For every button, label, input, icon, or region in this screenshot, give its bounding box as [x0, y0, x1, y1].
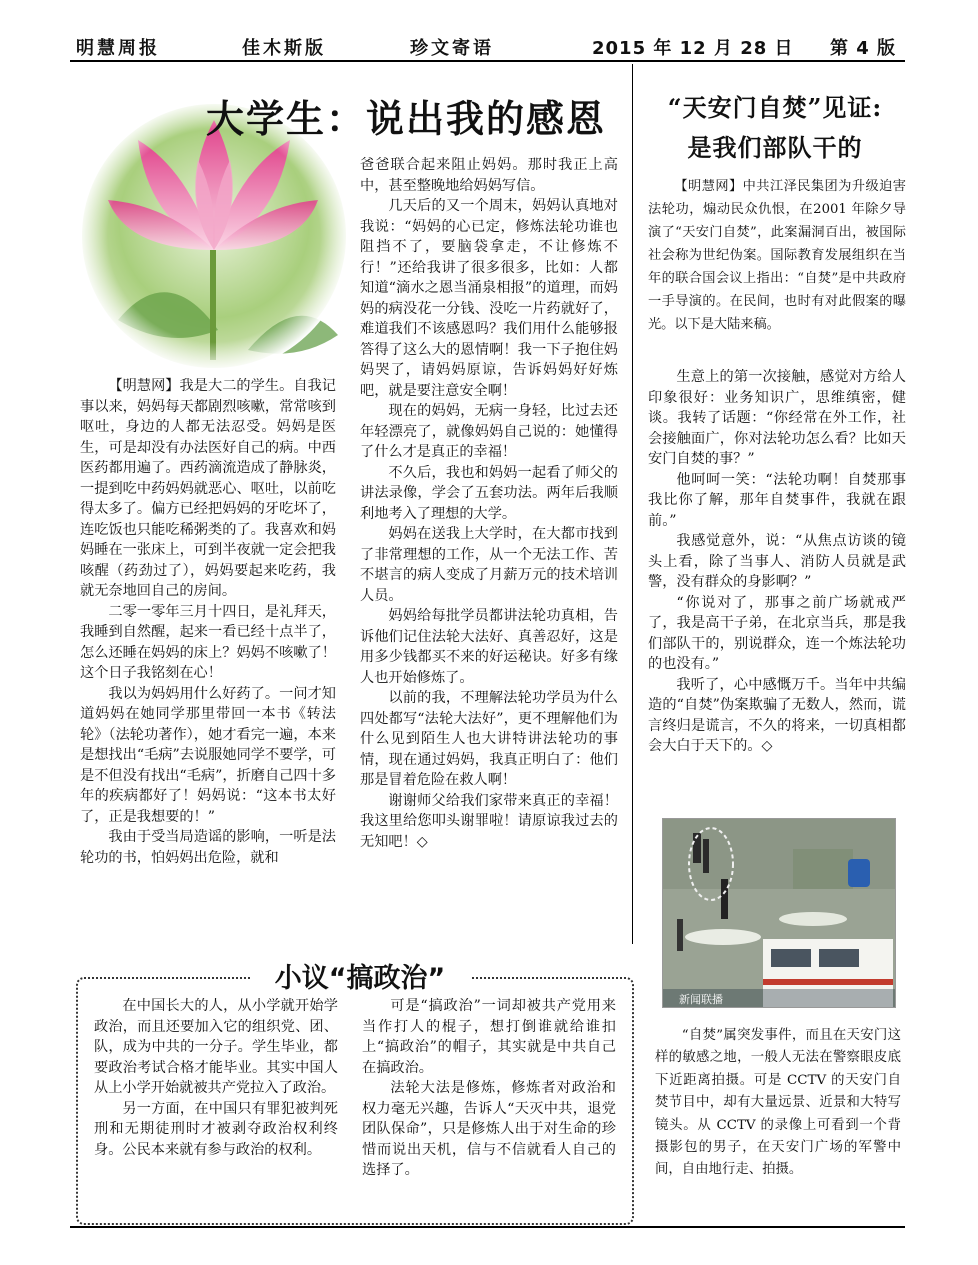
paragraph: 二零一零年三月十四日，是礼拜天，我睡到自然醒，起来一看已经十点半了，怎么还睡在妈妈的床上？妈妈不咳嗽了！这个日子我铭刻在心！: [80, 603, 336, 681]
paragraph: 妈妈给每批学员都讲法轮功真相，告诉他们记住法轮大法好、真善忍好，这是用多少钱都买不来的好运秘诀。好多有缘人也开始修炼了。: [360, 608, 618, 686]
paragraph: 生意上的第一次接触，感觉对方给人印象很好：业务知识广，思维缜密，健谈。我转了话题：“你经常在外工作，社会接触面广，你对法轮功怎么看？比如天安门自焚的事？”: [648, 369, 906, 467]
caption-text: “自焚”属突发事件，而且在天安门这样的敏感之地，一般人无法在警察眼皮底下近距离拍摄。可是 CCTV 的天安门自焚节目中，却有大量远景、近景和大特写镜头。从 CCTV 的录像上可看到一个背摄影包的男子，在天安门广场的军警中间，自由地行走、拍摄。: [655, 1028, 901, 1178]
main-article-column-2: [360, 155, 618, 852]
page-header: [70, 34, 905, 60]
paragraph: “你说对了，那事之前广场就戒严了，我是高干子弟，在北京当兵，那是我们部队干的，别说群众，连一个炼法轮功的也没有。”: [648, 594, 906, 672]
side-article-body: [648, 367, 906, 757]
box-article-left-column: [94, 996, 338, 1160]
box-article-title: 小议“搞政治”: [274, 963, 446, 994]
paragraph: 现在的妈妈，无病一身轻，比过去还年轻漂亮了，就像妈妈自己说的：她懂得了什么才是真正的幸福！: [360, 403, 618, 460]
paragraph: 可是“搞政治”一词却被共产党用来当作打人的棍子，想打倒谁就给谁扣上“搞政治”的帽子，其实就是中共自己在搞政治。: [362, 998, 616, 1076]
paragraph: 法轮大法是修炼，修炼者对政治和权力毫无兴趣，告诉人“天灭中共，退党团队保命”，只是修炼人出于对生命的珍惜而说出天机，信与不信就看人自己的选择了。: [362, 1080, 616, 1178]
edition-name: 佳木斯版: [242, 38, 326, 59]
paragraph: 在中国长大的人，从小学就开始学政治，而且还要加入它的组织党、团、队，成为中共的一分子。学生毕业，都要政治考试合格才能毕业。其实中国人从上小学开始就被共产党拉入了政治。: [94, 998, 338, 1096]
paragraph: 我以为妈妈用什么好药了。一问才知道妈妈在她同学那里带回一本书《转法轮》（法轮功著作），她才看完一遍，本来是想找出“毛病”去说服她同学不要学，可是不但没有找出“毛病”，折磨自己四十多年的疾病都好了！妈妈说：“这本书太好了，正是我想要的！”: [80, 685, 336, 825]
paragraph: 以前的我，不理解法轮功学员为什么四处都写“法轮大法好”，更不理解他们为什么见到陌生人也大讲特讲法轮功的事情，现在通过妈妈，我真正明白了：他们那是冒着危险在救人啊！: [360, 690, 618, 788]
side-article-title: [645, 88, 905, 168]
paper-name: 明慧周报: [76, 38, 160, 59]
tiananmen-photo-icon: [662, 818, 896, 1008]
side-title-line-2: 是我们部队干的: [687, 133, 863, 162]
intro-paragraph: 【明慧网】中共江泽民集团为升级迫害法轮功，煽动民众仇恨，在2001 年除夕导演了“天安门自焚”，此案漏洞百出，被国际社会称为世纪伪案。国际教育发展组织在当年的联合国会议上指出：“自焚”是中共政府一手导演的。在民间，也时有对此假案的曝光。以下是大陆来稿。: [648, 179, 906, 332]
box-article-right-column: [362, 996, 616, 1181]
page-number: 第 4 版: [830, 38, 897, 59]
photo-caption: [655, 1025, 901, 1182]
footer-rule: [70, 1226, 905, 1228]
paragraph: 另一方面，在中国只有罪犯被判死刑和无期徒刑时才被剥夺政治权利终身。公民本来就有参与政治的权利。: [94, 1100, 338, 1158]
column-divider: [632, 64, 633, 944]
paragraph: 谢谢师父给我们家带来真正的幸福！我这里给您叩头谢罪啦！请原谅我过去的无知吧！◇: [360, 792, 618, 850]
paragraph: 爸爸联合起来阻止妈妈。那时我正上高中，甚至整晚地给妈妈写信。: [360, 157, 618, 194]
main-article-column-1: [80, 376, 336, 868]
paragraph: 几天后的又一个周末，妈妈认真地对我说：“妈妈的心已定，修炼法轮功谁也阻挡不了，要脑袋拿走，不让修炼不行！”还给我讲了很多很多，比如：人都知道“滴水之恩当涌泉相报”的道理，而妈妈的病没花一分钱、没吃一片药就好了，难道我们不该感恩吗？我们用什么能够报答得了这么大的恩情啊！我一下子抱住妈妈哭了，请妈妈原谅，告诉妈妈好好炼吧，就是要注意安全啊！: [360, 198, 618, 399]
side-article-intro: [648, 175, 906, 336]
paragraph: 【明慧网】我是大二的学生。自我记事以来，妈妈每天都剧烈咳嗽，常常咳到呕吐，身边的人都无法忍受。妈妈是医生，可是却没有办法医好自己的病。中西医药都用遍了。西药滴流造成了静脉炎，一提到吃中药妈妈就恶心、呕吐，以前吃得太多了。偏方已经把妈妈的牙吃坏了，连吃饭也只能吃稀粥类的了。我喜欢和妈妈睡在一张床上，可到半夜就一定会把我咳醒（药劲过了），妈妈要起来吃药，我就无奈地回自己的房间。: [80, 378, 336, 599]
header-rule: [70, 60, 905, 62]
main-article-title: 大学生：说出我的感恩: [206, 97, 607, 141]
issue-date: 2015 年 12 月 28 日: [592, 38, 794, 59]
photo-overlay-text: 新闻联播: [679, 993, 723, 1006]
section-name: 珍文寄语: [410, 38, 494, 59]
paragraph: 不久后，我也和妈妈一起看了师父的讲法录像，学会了五套功法。两年后我顺利地考入了理想的大学。: [360, 464, 618, 522]
paragraph: 我由于受当局造谣的影响，一听是法轮功的书，怕妈妈出危险，就和: [80, 829, 336, 866]
paragraph: 他呵呵一笑：“法轮功啊！自焚那事我比你了解，那年自焚事件，我就在跟前。”: [648, 471, 906, 529]
paragraph: 我听了，心中感慨万千。当年中共编造的“自焚”伪案欺骗了无数人，然而，谎言终归是谎言，不久的将来，一切真相都会大白于天下的。◇: [648, 676, 906, 754]
paragraph: 我感觉意外，说：“从焦点访谈的镜头上看，除了当事人、消防人员就是武警，没有群众的身影啊？”: [648, 533, 906, 590]
paragraph: 妈妈在送我上大学时，在大都市找到了非常理想的工作，从一个无法工作、苦不堪言的病人变成了月薪万元的技术培训人员。: [360, 526, 618, 604]
side-title-line-1: “天安门自焚”见证:: [667, 93, 883, 122]
